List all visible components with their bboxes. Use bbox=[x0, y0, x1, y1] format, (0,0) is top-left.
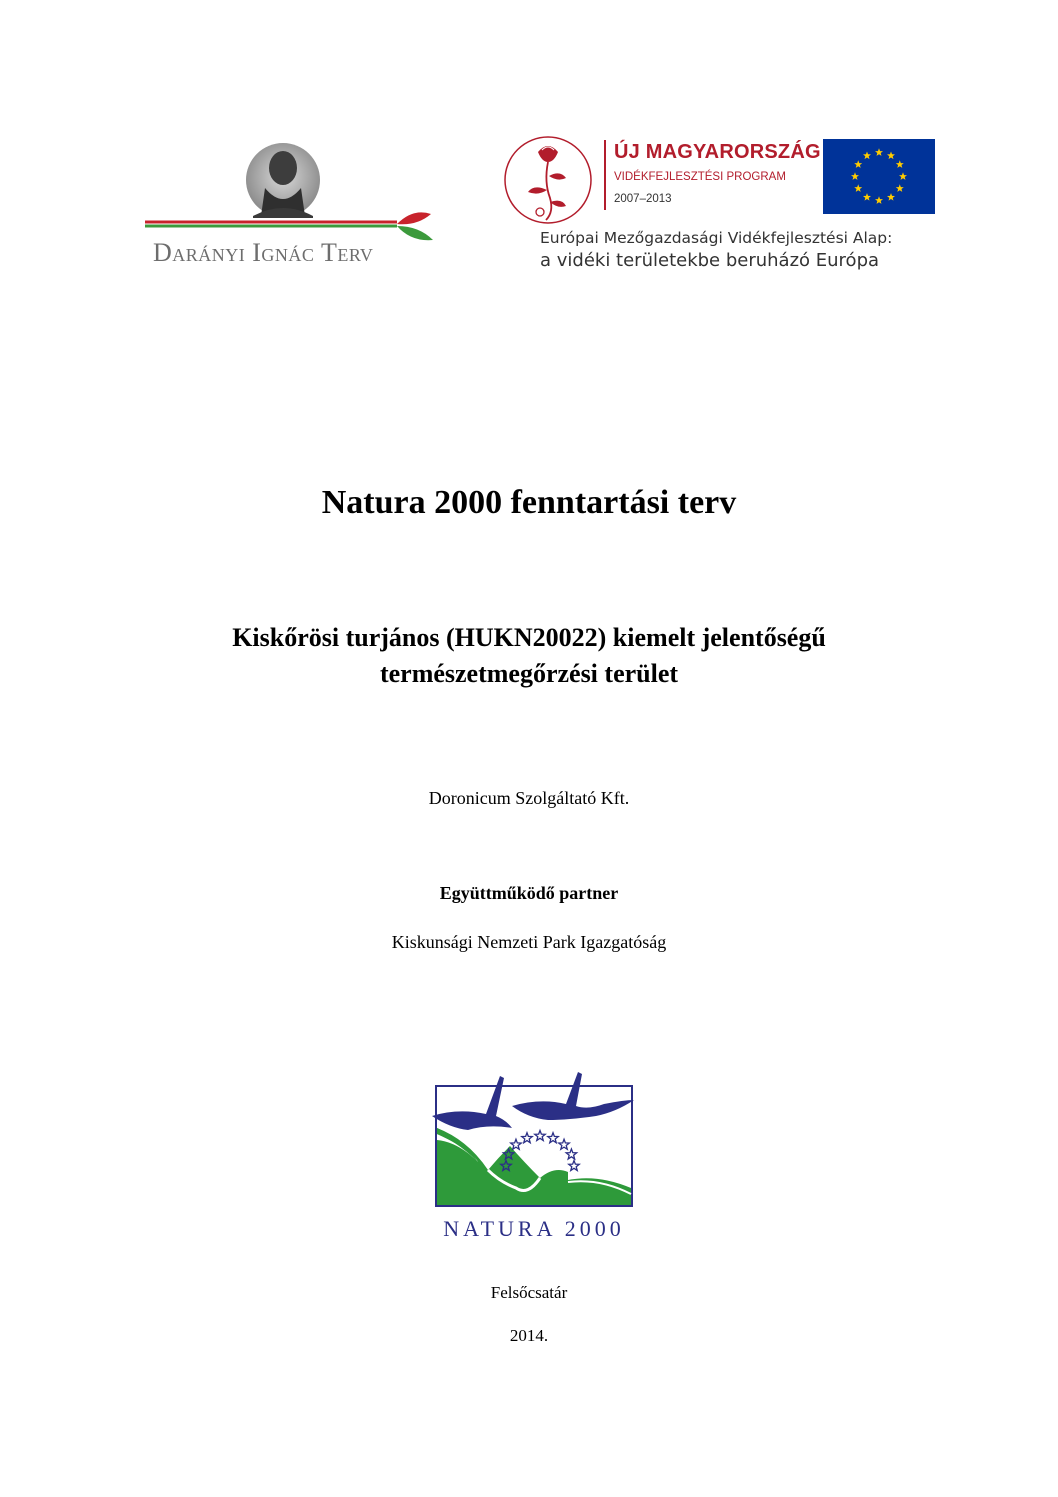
daranyi-ignac-terv-logo bbox=[135, 130, 445, 275]
document-title: Natura 2000 fenntartási terv bbox=[321, 484, 737, 521]
umvp-subtitle: VIDÉKFEJLESZTÉSI PROGRAM bbox=[614, 171, 786, 183]
document-subtitle bbox=[0, 620, 1058, 692]
partner-heading: Együttműködő partner bbox=[439, 883, 619, 903]
eafrd-text-line1: Európai Mezőgazdasági Vidékfejlesztési Alap: bbox=[540, 229, 893, 247]
umvp-years: 2007–2013 bbox=[614, 193, 672, 205]
natura-2000-logo-icon bbox=[428, 1070, 640, 1248]
umvp-divider bbox=[604, 140, 606, 210]
year: 2014. bbox=[509, 1326, 549, 1345]
umvp-title: ÚJ MAGYARORSZÁG bbox=[614, 141, 821, 163]
place: Felsőcsatár bbox=[490, 1283, 568, 1302]
natura-2000-text: NATURA 2000 bbox=[443, 1216, 625, 1241]
subtitle-line-2: természetmegőrzési terület bbox=[379, 659, 679, 688]
author: Doronicum Szolgáltató Kft. bbox=[428, 788, 630, 808]
subtitle-line-1: Kiskőrösi turjános (HUKN20022) kiemelt jelentőségű bbox=[232, 623, 826, 652]
daranyi-logo-text: Darányi Ignác Terv bbox=[153, 238, 374, 267]
eafrd-text-line2: a vidéki területekbe beruházó Európa bbox=[540, 250, 880, 271]
rose-emblem-icon bbox=[502, 132, 594, 228]
partner-name: Kiskunsági Nemzeti Park Igazgatóság bbox=[391, 932, 667, 952]
eu-flag-icon bbox=[823, 139, 935, 214]
